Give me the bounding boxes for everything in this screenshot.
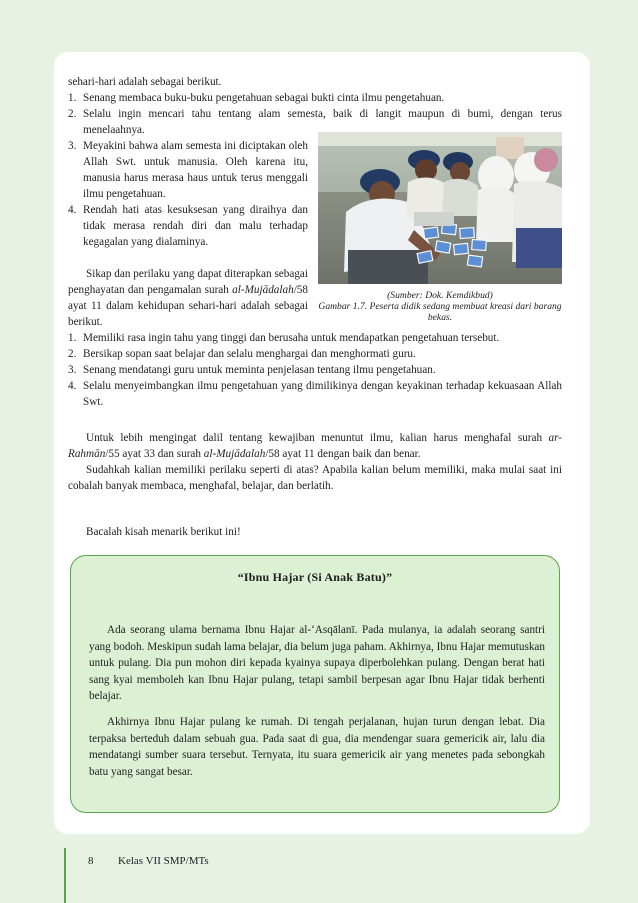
footer-class-label: Kelas VII SMP/MTs	[118, 855, 209, 867]
paragraph-sudah: Sudahkah kalian memiliki perilaku seperti di atas? Apabila kalian belum memiliki, maka mulai saat ini cobalah banyak membaca, menghafal, belajar, dan berlatih.	[68, 464, 562, 492]
students-crafting-image	[318, 132, 562, 284]
list-item: 1. Memiliki rasa ingin tahu yang tinggi dan berusaha untuk mendapatkan pengetahuan tersebut.	[68, 332, 500, 344]
paragraph-bacalah: Bacalah kisah menarik berikut ini!	[86, 526, 241, 538]
figure-title: Gambar 1.7. Peserta didik sedang membuat kreasi dari barang bekas.	[318, 301, 562, 323]
story-title: “Ibnu Hajar (Si Anak Batu)”	[237, 570, 393, 584]
story-box	[70, 555, 560, 813]
list-2	[68, 330, 562, 410]
footer-accent-line	[64, 848, 66, 903]
list-item: 1. Senang membaca buku-buku pengetahuan sebagai bukti cinta ilmu pengetahuan.	[68, 92, 445, 104]
list-item: 3. Meyakini bahwa alam semesta ini diciptakan oleh Allah Swt. untuk manusia. Oleh karena itu, manusia harus merasa haus untuk terus menggali ilmu pengetahuan.	[68, 140, 308, 200]
list-item: 3. Senang mendatangi guru untuk meminta penjelasan tentang ilmu pengetahuan.	[68, 364, 436, 376]
list-1-full	[68, 90, 562, 138]
paragraph-sikap: Sikap dan perilaku yang dapat diterapkan sebagai penghayatan dan pengamalan surah al-Mujādalah/58 ayat 11 dalam kehidupan sehari-hari adalah sebagai berikut.	[68, 268, 308, 328]
story-paragraph-2: Akhirnya Ibnu Hajar pulang ke rumah. Di tengah perjalanan, hujan turun dengan lebat. Dia terpaksa berteduh dalam sebuah gua. Pada saat di gua, dia mendengar suara gemericik air, lalu dia mendatangi sumber suara tersebut. Ternyata, itu suara gemericik air yang menetes pada sebongkah batu yang sangat besar.	[89, 716, 545, 778]
figure-source: (Sumber: Dok. Kemdikbud)	[387, 290, 493, 301]
list-item: 2. Bersikap sopan saat belajar dan selalu menghargai dan menghormati guru.	[68, 348, 416, 360]
list-item: 4. Rendah hati atas kesuksesan yang diraihya dan tidak merasa rendah diri dan malu terhadap kegagalan yang dialaminya.	[68, 204, 308, 248]
list-1-narrow	[68, 138, 308, 250]
page-number: 8	[88, 855, 94, 867]
list-item: 2. Selalu ingin mencari tahu tentang alam semesta, baik di langit maupun di bumi, dengan terus menelaahnya.	[68, 108, 562, 136]
figure-caption	[318, 290, 562, 323]
list-item: 4. Selalu menyeimbangkan ilmu pengetahuan yang dimilikinya dengan keyakinan terhadap kekuasaan Allah Swt.	[68, 380, 562, 408]
paragraph-hafal: Untuk lebih mengingat dalil tentang kewajiban menuntut ilmu, kalian harus menghafal surah ar-Rahmān/55 ayat 33 dan surah al-Mujādalah/58 ayat 11 dengan baik dan benar. Sudahkah kalian memiliki perilaku seperti di atas? Apabila kalian belum memiliki, maka mulai saat ini cobalah banyak membaca, menghafal, belajar, dan berlatih.	[68, 432, 562, 492]
intro-line: sehari-hari adalah sebagai berikut.	[68, 76, 222, 88]
students-photo	[318, 132, 562, 284]
story-paragraph-1: Ada seorang ulama bernama Ibnu Hajar al-‘Asqālanī. Pada mulanya, ia adalah seorang santri yang bodoh. Meskipun sudah lama belajar, dia belum juga paham. Akhirnya, Ibnu Hajar memutuskan untuk pulang. Dia pun mohon diri kepada kyainya supaya diperbolehkan pulang. Dengan berat hati sang kyai memboleh kan Ibnu Hajar pulang, tetapi sambil berpesan agar Ibnu Hajar tidak berhenti belajar.	[89, 624, 545, 702]
